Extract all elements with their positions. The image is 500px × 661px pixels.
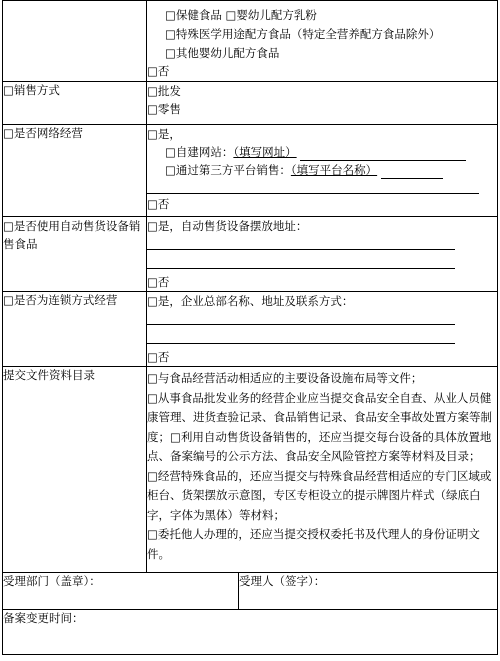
food-type-line-1[interactable]: □保健食品 □婴幼儿配方乳粉: [165, 8, 317, 22]
documents-row: [3, 367, 498, 573]
chain-row: [3, 292, 498, 367]
retail-option[interactable]: □零售: [147, 102, 181, 116]
document-item-special-food[interactable]: □经营特殊食品的，还应当提交与特殊食品经营相适应的专门区域或柜台、货架摆放示意图，专区专柜设立的提示牌图片样式（绿底白字，字体为黑体）等材料；: [147, 468, 492, 522]
chain-label[interactable]: □是否为连锁方式经营: [3, 292, 147, 367]
sales-method-label[interactable]: □销售方式: [3, 82, 147, 125]
document-item-authorization[interactable]: □委托他人办理的，还应当提交授权委托书及代理人的身份证明文件。: [147, 527, 480, 561]
document-item-wholesale-vending[interactable]: □从事食品批发业务的经营企业应当提交食品安全自查、从业人员健康管理、进货查验记录、食品销售记录、食品安全事故处置方案等制度；□利用自动售货设备销售的，还应当提交每台设备的具体放置地点、备案编号的公示方法、食品安全风险管控方案等材料及目录；: [147, 390, 492, 463]
online-label[interactable]: □是否网络经营: [3, 125, 147, 217]
self-site-underline: [300, 148, 466, 161]
food-type-line-2[interactable]: □特殊医学用途配方食品（特定全营养配方食品除外）: [165, 27, 441, 41]
empty-label-cell: [3, 1, 147, 82]
vending-address-line-1[interactable]: [147, 237, 455, 250]
third-party-underline: [381, 166, 443, 179]
wholesale-option[interactable]: □批发: [147, 84, 181, 98]
vending-label[interactable]: □是否使用自动售货设备销售食品: [3, 217, 147, 292]
online-options: [147, 125, 498, 217]
documents-list: [147, 367, 498, 573]
change-time-row: [3, 610, 498, 655]
food-types-row: [3, 1, 498, 82]
food-types-no-option[interactable]: □否: [147, 64, 170, 78]
sales-method-options: [147, 82, 498, 125]
online-extra-underline[interactable]: [147, 181, 479, 194]
vending-address-line-2[interactable]: [147, 256, 455, 269]
chain-options: [147, 292, 498, 367]
online-yes-option[interactable]: □是，: [147, 127, 181, 141]
self-site-option[interactable]: □自建网站：: [165, 145, 234, 159]
chain-info-line-2[interactable]: [147, 331, 455, 344]
acceptance-row: [3, 573, 498, 610]
third-party-platform-field[interactable]: （填写平台名称）: [290, 163, 378, 177]
self-site-url-field[interactable]: （填写网址）: [233, 145, 297, 159]
vending-no-option[interactable]: □否: [147, 275, 170, 289]
vending-yes-option[interactable]: □是，自动售货设备摆放地址：: [147, 219, 308, 233]
online-row: [3, 125, 498, 217]
third-party-option[interactable]: □通过第三方平台销售：: [165, 163, 291, 177]
sales-method-row: [3, 82, 498, 125]
vending-row: [3, 217, 498, 292]
filing-change-time[interactable]: 备案变更时间：: [3, 610, 498, 655]
accepting-department[interactable]: 受理部门（盖章）：: [3, 573, 239, 610]
food-types-cell: [147, 1, 498, 82]
third-party-line: [147, 161, 497, 179]
form-table: [2, 0, 498, 655]
chain-no-option[interactable]: □否: [147, 350, 170, 364]
accepting-person[interactable]: 受理人（签字）：: [239, 573, 498, 610]
chain-yes-option[interactable]: □是，企业总部名称、地址及联系方式：: [147, 294, 354, 308]
document-item-layout[interactable]: □与食品经营活动相适应的主要设备设施布局等文件；: [147, 371, 423, 385]
online-no-option[interactable]: □否: [147, 197, 170, 211]
self-site-line: [147, 143, 497, 161]
documents-label: 提交文件资料目录: [3, 367, 147, 573]
food-type-line-3[interactable]: □其他婴幼儿配方食品: [165, 46, 280, 60]
chain-info-line-1[interactable]: [147, 312, 455, 325]
vending-options: [147, 217, 498, 292]
